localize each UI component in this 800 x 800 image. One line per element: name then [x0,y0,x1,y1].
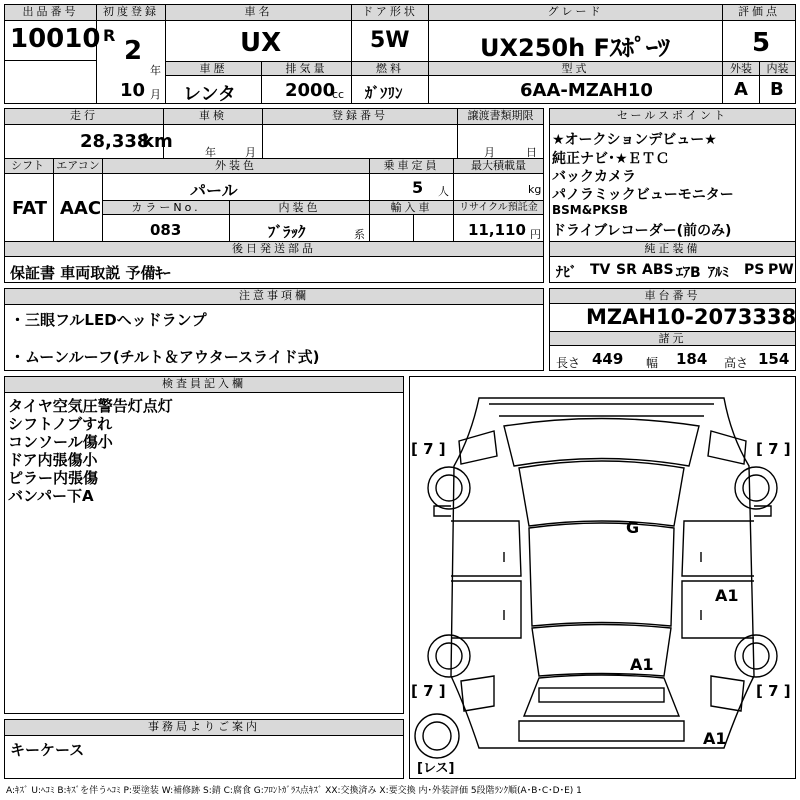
equip-item: PW [768,262,794,278]
capacity-unit: 人 [438,185,449,198]
grade-label: グレード [429,5,722,21]
tire-score-rear-right: [ 7 ] [756,682,791,700]
note-item: ・ムーンルーフ(チルト＆アウタースライド式) [10,348,320,366]
history-label: 車歴 [166,62,261,76]
intcolor-label: 内装色 [230,201,369,215]
colorno-value: 083 [150,221,182,239]
later-value: 保証書 車両取説 予備ｷｰ [10,264,171,282]
int-grade: B [770,79,784,100]
equip-item: ﾅﾋﾞ [556,265,577,281]
later-label: 後日発送部品 [5,242,543,257]
sales-item: ★オークションデビュー★ [552,132,717,148]
damage-mark-trunk: A1 [630,655,654,674]
history-value: レンタ [183,84,236,105]
hgt-value: 154 [758,350,790,368]
inspect-month: 月 [245,146,256,159]
disp-unit: cc [332,88,345,101]
note-item: ・三眼フルLEDヘッドランプ [10,311,207,329]
inspect-year: 年 [205,146,216,159]
equip-item: PS [744,262,765,278]
spare-tire-label: [レス] [417,761,455,776]
inspector-item: ピラー内張傷 [8,469,99,487]
equip-item: ｱﾙﾐ [708,265,729,281]
model-label: 型式 [429,62,722,76]
chassis-number: MZAH10-2073338 [586,305,797,329]
door-type: 5W [370,28,410,53]
ext-label: 外装 [723,62,759,76]
door-label: ドア形状 [352,5,428,21]
damage-mark-roof: G [626,518,640,537]
chassis-label: 車台番号 [550,289,795,304]
transfer-month: 月 [484,146,495,159]
disp-label: 排気量 [262,62,351,76]
mileage-unit: km [142,131,173,152]
load-label: 最大積載量 [454,159,543,174]
reg-month-unit: 月 [150,88,161,101]
color-label: 外装色 [103,159,369,174]
car-name: UX [240,28,282,58]
disp-value: 2000 [285,80,336,101]
reg-month: 10 [120,80,146,101]
tire-score-rear-left: [ 7 ] [411,682,446,700]
color-value: パール [190,181,238,200]
inspector-item: バンパー下A [8,487,94,505]
name-label: 車名 [166,5,351,21]
mileage-label: 走行 [5,109,163,125]
capacity-value: 5 [412,178,424,197]
tire-score-front-left: [ 7 ] [411,440,446,458]
wid-value: 184 [676,350,708,368]
score-label: 評価点 [723,5,795,21]
intcolor-unit: 系 [354,228,365,241]
shift-label: シフト [5,159,53,174]
ext-grade: A [734,79,748,100]
reg-label: 初度登録 [97,5,165,21]
recycle-unit: 円 [530,228,541,241]
capacity-label: 乗車定員 [370,159,453,174]
wid-label: 幅 [646,356,659,370]
sales-item: 純正ナビ･★ＥＴＣ [552,151,670,167]
len-value: 449 [592,350,624,368]
int-label: 内装 [760,62,795,76]
colorno-label: カラーNo. [103,201,229,215]
sales-item: ドライブレコーダー(前のみ) [552,223,732,239]
reg-year: 2 [124,36,143,66]
legend-text: A:ｷｽﾞ U:ﾍｺﾐ B:ｷｽﾞを伴うﾍｺﾐ P:要塗装 W:補修跡 S:錆 C:腐食 G:ﾌﾛﾝﾄｶﾞﾗｽ点ｷｽﾞ XX:交換済み X:要交換 内･外装評価 5段階ﾗﾝｸ順(A･B･C･D･E) 1 [6,786,582,796]
reg-era: R [103,26,116,45]
fuel-value: ｶﾞｿﾘﾝ [365,84,403,102]
score-value: 5 [752,28,771,58]
inspector-item: シフトノブすれ [8,415,113,433]
notes-label: 注意事項欄 [5,289,543,305]
lot-label: 出品番号 [5,5,96,21]
equip-item: ｴｱB [676,265,701,281]
recycle-value: 11,110 [468,221,526,239]
shift-value: FAT [12,198,48,219]
regno-label: 登録番号 [263,109,457,125]
len-label: 長さ [556,356,581,370]
sales-item: バックカメラ [552,169,636,185]
transfer-day: 日 [526,146,537,159]
car-damage-diagram [409,376,796,779]
office-text: キーケース [10,741,85,759]
sales-item: BSM&PKSB [552,203,629,217]
mileage-value: 28,338 [80,131,150,152]
inspector-label: 検査員記入欄 [5,377,403,393]
inspector-item: タイヤ空気圧警告灯点灯 [8,397,173,415]
damage-mark-right-door: A1 [715,586,739,605]
reg-year-unit: 年 [150,64,161,77]
recycle-label: リサイクル預託金 [454,201,543,215]
damage-mark-bumper: A1 [703,729,727,748]
ac-value: AAC [60,198,102,219]
sales-label: セールスポイント [550,109,795,125]
tire-score-front-right: [ 7 ] [756,440,791,458]
intcolor-value: ﾌﾞﾗｯｸ [268,223,306,241]
transfer-label: 譲渡書類期限 [458,109,543,125]
ac-label: エアコン [54,159,102,174]
office-label: 事務局よりご案内 [5,720,403,736]
equip-item: ABS [642,262,674,278]
lot-number: 10010 [10,24,101,54]
inspect-label: 車検 [164,109,262,125]
hgt-label: 高さ [724,356,749,370]
grade-value: UX250h Fｽﾎﾟｰﾂ [480,34,670,62]
import-label: 輸入車 [370,201,453,215]
dims-label: 諸元 [550,332,795,346]
fuel-label: 燃料 [352,62,428,76]
equip-item: TV [590,262,611,278]
equip-label: 純正装備 [550,242,795,257]
model-value: 6AA-MZAH10 [520,80,653,101]
load-unit: kg [528,183,542,196]
sales-item: パノラミックビューモニター [552,187,734,203]
inspector-item: コンソール傷小 [8,433,113,451]
equip-item: SR [616,262,637,278]
inspector-item: ドア内張傷小 [8,451,98,469]
